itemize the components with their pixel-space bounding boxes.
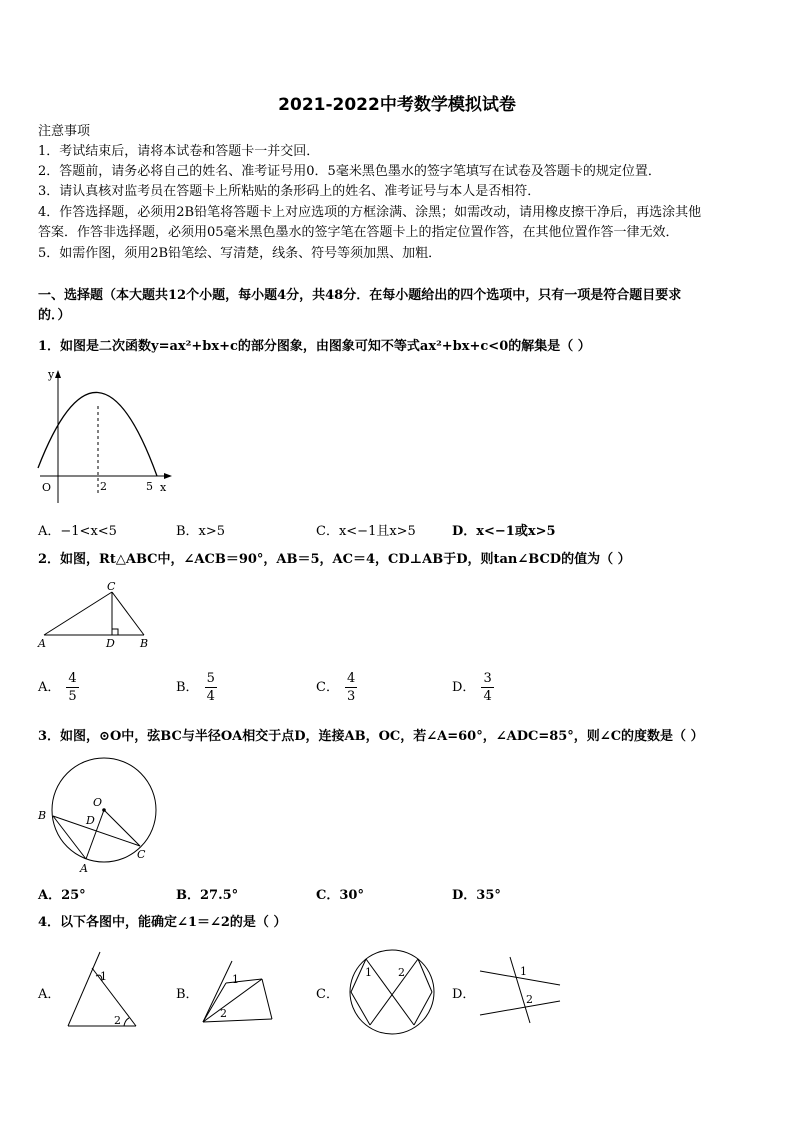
- q1-option-d[interactable]: D．x<−1或x>5: [452, 524, 556, 539]
- q2-option-c[interactable]: [316, 670, 357, 705]
- q4-option-a[interactable]: A．: [38, 987, 61, 1002]
- vertex-a-label: A: [38, 637, 46, 650]
- tick-label-2: 2: [100, 480, 107, 493]
- fraction: [66, 670, 78, 705]
- q2-option-d[interactable]: [452, 670, 494, 705]
- q3-option-d[interactable]: D．35°: [452, 888, 501, 903]
- center-o-label: O: [93, 796, 103, 809]
- q3-circle-figure: [36, 752, 161, 877]
- notice-item: 5．如需作图，须用2B铅笔绘、写清楚，线条、符号等须加黑、加粗．: [38, 246, 442, 261]
- denominator: 5: [68, 689, 77, 704]
- q4-option-b[interactable]: B．: [176, 987, 199, 1002]
- q3-option-a[interactable]: A．25°: [38, 888, 86, 903]
- option-label: C．: [316, 680, 339, 695]
- tick-label-5: 5: [146, 480, 153, 493]
- option-label: A．: [38, 680, 61, 695]
- denominator: 4: [483, 689, 492, 704]
- section-header: 一、选择题（本大题共12个小题，每小题4分，共48分．在每小题给出的四个选项中，只有一项是符合题目要求: [38, 288, 682, 303]
- page-title: 2021-2022中考数学模拟试卷: [278, 95, 516, 115]
- q3-option-b[interactable]: B．27.5°: [176, 888, 239, 903]
- section-header-cont: 的．）: [38, 308, 71, 323]
- angle-2-label: 2: [398, 966, 405, 979]
- q3-option-c[interactable]: C．30°: [316, 888, 364, 903]
- point-b-label: B: [38, 809, 47, 822]
- notice-item: 3．请认真核对监考员在答题卡上所粘贴的条形码上的姓名、准考证号与本人是否相符．: [38, 184, 541, 199]
- fraction: [481, 670, 493, 705]
- origin-label: O: [42, 481, 52, 494]
- numerator: 5: [206, 671, 215, 686]
- x-axis-label: x: [160, 481, 167, 494]
- vertex-b-label: B: [140, 637, 149, 650]
- question-2-text: 2．如图，Rt△ABC中，∠ACB＝90°，AB＝5，AC＝4，CD⊥AB于D，则tan∠BCD的值为（ ）: [38, 552, 631, 567]
- y-axis-label: y: [48, 368, 55, 381]
- numerator: 4: [68, 671, 77, 686]
- notice-heading: 注意事项: [38, 124, 91, 139]
- fraction: [205, 670, 217, 705]
- notice-item: 答案．作答非选择题，必须用05毫米黑色墨水的签字笔在答题卡上的指定位置作答，在其他位置作答一律无效．: [38, 225, 679, 240]
- notice-item: 4．作答选择题，必须用2B铅笔将答题卡上对应选项的方框涂满、涂黑；如需改动，请用橡皮擦干净后，再选涂其他: [38, 205, 702, 220]
- numerator: 3: [483, 671, 492, 686]
- q4-option-d[interactable]: D．: [452, 987, 476, 1002]
- q2-option-b[interactable]: [176, 670, 217, 705]
- q4-figure-c: [344, 948, 439, 1038]
- q4-figure-b: [200, 955, 275, 1025]
- option-label: B．: [176, 680, 199, 695]
- angle-2-label: 2: [526, 993, 533, 1006]
- q4-figure-d: [478, 955, 568, 1025]
- notice-item: 1．考试结束后，请将本试卷和答题卡一并交回．: [38, 144, 320, 159]
- vertex-d-label: D: [106, 637, 115, 650]
- point-d-label: D: [86, 814, 95, 827]
- question-4-text: 4．以下各图中，能确定∠1＝∠2的是（ ）: [38, 915, 287, 930]
- fraction: [345, 670, 357, 705]
- point-a-label: A: [80, 862, 88, 875]
- q2-option-a[interactable]: [38, 670, 79, 705]
- numerator: 4: [346, 671, 356, 686]
- angle-1-label: 1: [520, 965, 527, 978]
- q1-option-a[interactable]: A．−1<x<5: [38, 524, 117, 539]
- point-c-label: C: [137, 848, 146, 861]
- denominator: 3: [346, 689, 356, 704]
- angle-1-label: 1: [232, 973, 239, 986]
- angle-1-label: 1: [100, 970, 107, 983]
- notice-item: 2．答题前，请务必将自己的姓名、准考证号用0．5毫米黑色墨水的签字笔填写在试卷及答题卡的规定位置．: [38, 164, 661, 179]
- q4-figure-a: [62, 950, 142, 1030]
- option-label: D．: [452, 680, 476, 695]
- question-3-text: 3．如图，⊙O中，弦BC与半径OA相交于点D，连接AB，OC，若∠A=60°，∠ADC=85°，则∠C的度数是（ ）: [38, 729, 704, 744]
- q1-option-b[interactable]: B．x>5: [176, 524, 226, 539]
- denominator: 4: [206, 689, 215, 704]
- q1-option-c[interactable]: C．x<−1且x>5: [316, 524, 416, 539]
- question-1-text: 1．如图是二次函数y=ax²+bx+c的部分图象，由图象可知不等式ax²+bx+c<0的解集是（ ）: [38, 339, 591, 354]
- q1-parabola-graph: [30, 368, 180, 503]
- angle-1-label: 1: [365, 966, 372, 979]
- angle-2-label: 2: [220, 1007, 227, 1020]
- q2-triangle-figure: [36, 580, 151, 650]
- q4-option-c[interactable]: C．: [316, 987, 339, 1002]
- vertex-c-label: C: [107, 580, 116, 593]
- angle-2-label: 2: [114, 1014, 121, 1027]
